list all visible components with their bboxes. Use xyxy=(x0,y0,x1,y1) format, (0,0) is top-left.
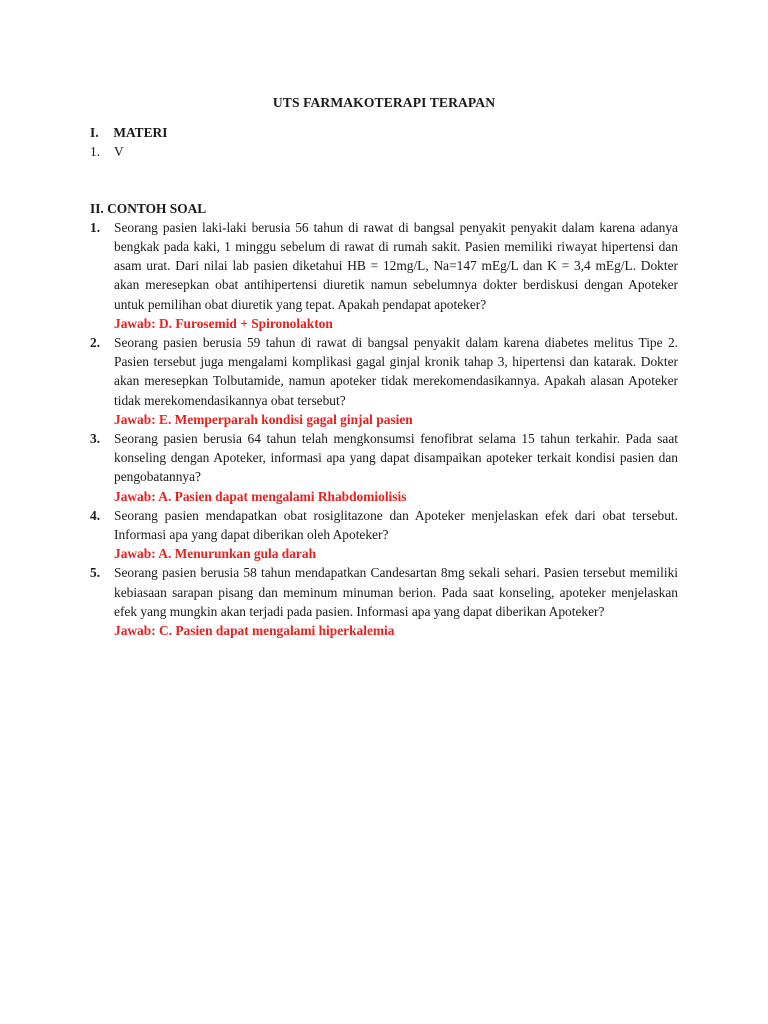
answer-text: Jawab: A. Menurunkan gula darah xyxy=(114,546,317,562)
question-list xyxy=(90,218,678,640)
question-item-1 xyxy=(90,218,678,333)
section-materi-number: I. xyxy=(90,125,99,141)
materi-list xyxy=(90,142,678,161)
question-body xyxy=(114,333,678,429)
materi-item-text: V xyxy=(114,144,124,160)
section-materi-label: MATERI xyxy=(113,125,168,141)
question-item-3 xyxy=(90,429,678,506)
question-body xyxy=(114,429,678,506)
question-number: 3. xyxy=(90,431,101,447)
question-item-2 xyxy=(90,333,678,429)
section-soal-heading: II. CONTOH SOAL xyxy=(90,200,207,216)
materi-item xyxy=(90,142,678,161)
section-materi-heading xyxy=(90,123,678,142)
answer-text: Jawab: A. Pasien dapat mengalami Rhabdomiolisis xyxy=(114,488,407,504)
answer-text: Jawab: C. Pasien dapat mengalami hiperkalemia xyxy=(114,623,395,639)
document-title: UTS FARMAKOTERAPI TERAPAN xyxy=(272,95,496,110)
answer-text: Jawab: D. Furosemid + Spironolakton xyxy=(114,315,333,331)
question-body xyxy=(114,218,678,333)
question-number: 5. xyxy=(90,565,101,581)
question-text: Seorang pasien laki-laki berusia 56 tahun di rawat di bangsal penyakit penyakit dalam karena adanya bengkak pada kaki, 1 minggu sebelum di rawat di rumah sakit. Pasien memiliki riwayat hipertensi dan asam urat. Dari nilai lab pasien diketahui HB = 12mg/L, Na=147 mEg/L dan K = 3,4 mEg/L. Dokter akan meresepkan obat antihipertensi diuretik namun sebelumnya dokter berdiskusi dengan Apoteker untuk pemilihan obat diuretik yang tepat. Apakah pendapat apoteker? xyxy=(114,219,678,312)
document-page xyxy=(90,93,678,640)
question-item-4 xyxy=(90,506,678,564)
question-text: Seorang pasien berusia 64 tahun telah mengkonsumsi fenofibrat selama 15 tahun terkahir. Pada saat konseling dengan Apoteker, informasi apa yang dapat disampaikan apoteker terkait kondisi pasien dan pengobatannya? xyxy=(114,431,678,485)
question-body xyxy=(114,506,678,564)
materi-item-number: 1. xyxy=(90,144,101,160)
question-number: 2. xyxy=(90,335,101,351)
question-text: Seorang pasien mendapatkan obat rosiglitazone dan Apoteker menjelaskan efek dari obat tersebut. Informasi apa yang dapat diberikan oleh Apoteker? xyxy=(114,507,678,543)
question-item-5 xyxy=(90,563,678,640)
question-text: Seorang pasien berusia 59 tahun di rawat di bangsal penyakit dalam karena diabetes melitus Tipe 2. Pasien tersebut juga mengalami komplikasi gagal ginjal kronik tahap 3, hipertensi dan katarak. Dokter akan meresepkan Tolbutamide, namun apoteker tidak merekomendasikannya. Apakah alasan Apoteker tidak merekomendasikannya obat tersebut? xyxy=(114,335,678,408)
question-text: Seorang pasien berusia 58 tahun mendapatkan Candesartan 8mg sekali sehari. Pasien tersebut memiliki kebiasaan sarapan pisang dan meminum minuman berion. Pada saat konseling, apoteker menjelaskan efek yang mungkin akan terjadi pada pasien. Informasi apa yang dapat diberikan Apoteker? xyxy=(114,565,678,619)
question-number: 4. xyxy=(90,507,101,523)
question-body xyxy=(114,563,678,640)
question-number: 1. xyxy=(90,219,101,235)
answer-text: Jawab: E. Memperparah kondisi gagal ginjal pasien xyxy=(114,411,413,427)
